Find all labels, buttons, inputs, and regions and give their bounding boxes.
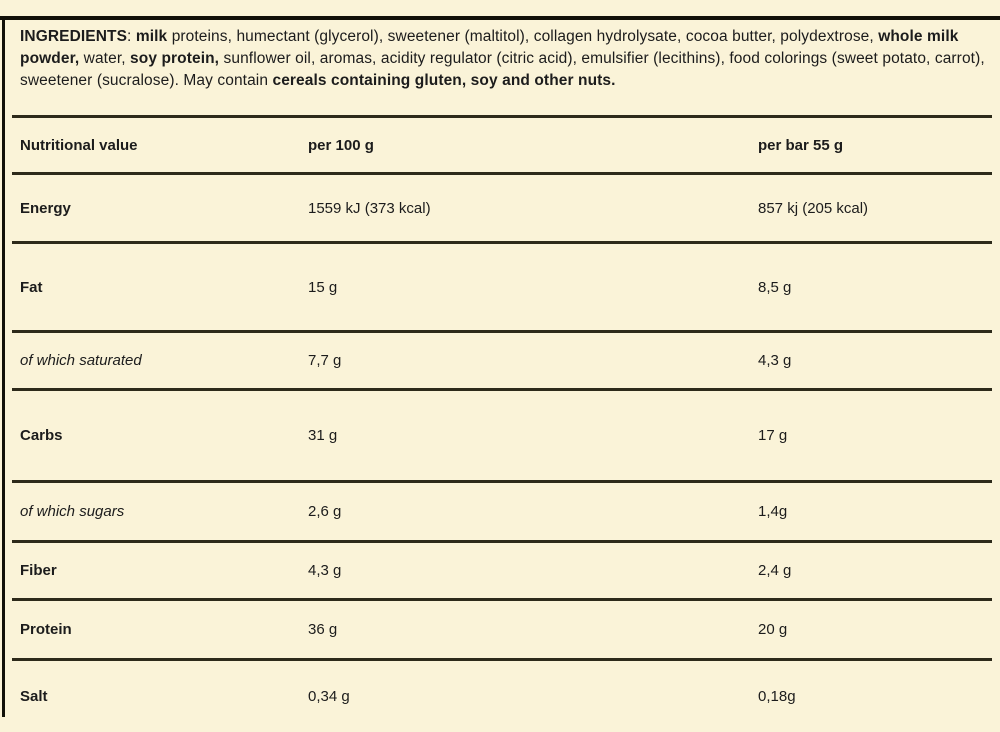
ingredient-segment: water,: [79, 49, 131, 67]
row-label: of which sugars: [20, 503, 125, 520]
nutrition-table: [12, 115, 992, 732]
row-label: Fiber: [20, 562, 57, 579]
header-per-100g: per 100 g: [308, 136, 374, 154]
row-value-per-bar: 857 kj (205 kcal): [758, 199, 869, 217]
top-edge-bar: [0, 16, 1000, 20]
row-value-per-bar: 4,3 g: [758, 352, 792, 369]
row-value-per-100g: 2,6 g: [308, 503, 342, 520]
row-value-per-bar: 20 g: [758, 621, 788, 638]
ingredient-segment: soy protein,: [130, 49, 220, 67]
table-header-row: [12, 115, 992, 172]
ingredient-segment: :: [127, 27, 136, 45]
left-edge-bar: [2, 16, 5, 717]
row-label: Salt: [20, 688, 48, 705]
row-label: of which saturated: [20, 352, 142, 369]
row-value-per-bar: 0,18g: [758, 688, 796, 705]
header-per-bar: per bar 55 g: [758, 136, 844, 154]
row-value-per-100g: 7,7 g: [308, 352, 342, 369]
table-row-sugars: [12, 480, 992, 540]
table-row-energy: [12, 172, 992, 241]
ingredient-segment: cereals containing gluten, soy and other nuts.: [272, 71, 616, 89]
row-label: Protein: [20, 621, 72, 638]
row-label: Fat: [20, 278, 43, 296]
ingredient-segment: sunflower oil, aromas, acidity regulator (citric acid), emulsifier (lecithins), food colorings (sweet potato, carrot), sweetener (sucralose). May contain: [20, 49, 985, 89]
ingredient-segment: proteins, humectant (glycerol), sweetener (maltitol), collagen hydrolysate, cocoa butter, polydextrose,: [167, 27, 879, 45]
row-value-per-100g: 31 g: [308, 427, 338, 444]
ingredient-segment: INGREDIENTS: [20, 27, 128, 45]
row-value-per-bar: 17 g: [758, 427, 788, 444]
ingredient-segment: whole milk powder,: [20, 27, 959, 67]
row-value-per-bar: 1,4g: [758, 503, 788, 520]
table-row-salt: [12, 658, 992, 732]
row-label: Energy: [20, 199, 71, 217]
table-row-fat: [12, 241, 992, 330]
row-value-per-100g: 15 g: [308, 278, 338, 296]
table-row-carbs: [12, 388, 992, 480]
table-row-fiber: [12, 540, 992, 598]
ingredient-segment: milk: [135, 27, 168, 45]
row-label: Carbs: [20, 427, 63, 444]
header-nutritional-value: Nutritional value: [20, 136, 138, 154]
ingredients-paragraph: [0, 16, 1000, 100]
table-row-saturated: [12, 330, 992, 388]
table-row-protein: [12, 598, 992, 658]
row-value-per-100g: 4,3 g: [308, 562, 342, 579]
row-value-per-bar: 2,4 g: [758, 562, 792, 579]
row-value-per-100g: 36 g: [308, 621, 338, 638]
row-value-per-100g: 1559 kJ (373 kcal): [308, 199, 431, 217]
row-value-per-100g: 0,34 g: [308, 688, 350, 705]
row-value-per-bar: 8,5 g: [758, 278, 792, 296]
